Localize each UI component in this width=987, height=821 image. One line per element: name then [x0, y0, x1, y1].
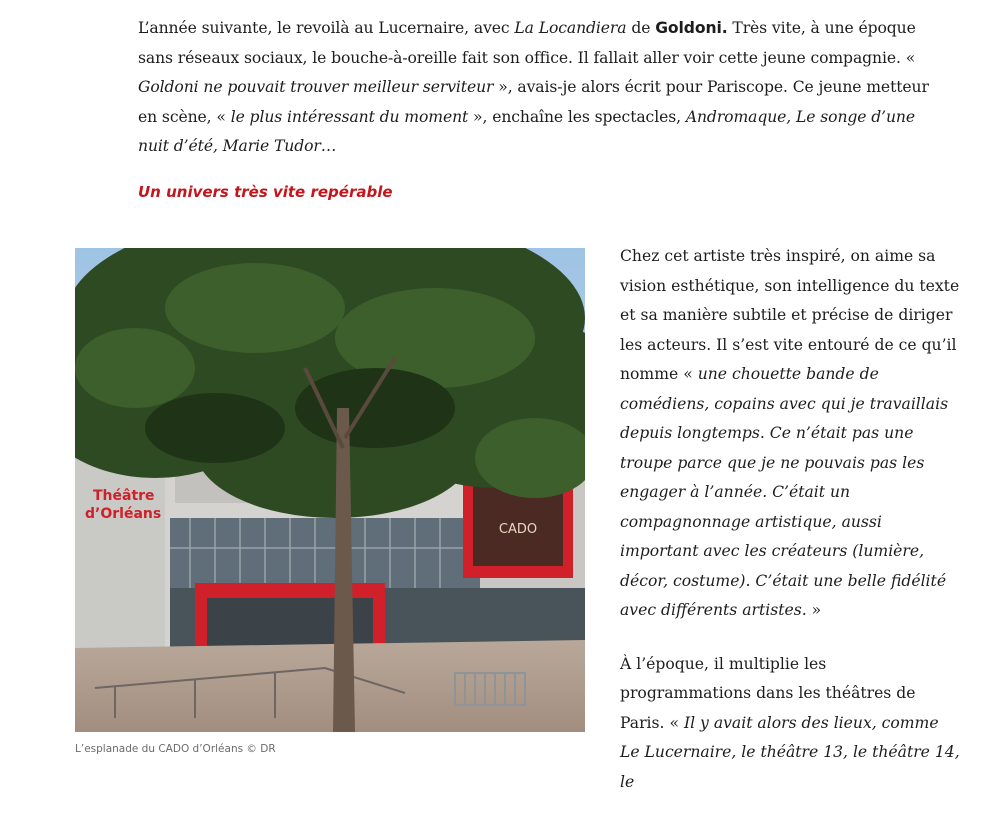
play-titles-list: Andromaque, Le songe d’une nuit d’été, Marie Tudor…	[138, 107, 916, 155]
sign-theatre-line2: d’Orléans	[85, 506, 162, 522]
photo-caption: L’esplanade du CADO d’Orléans © DR	[75, 743, 276, 755]
intro-paragraph	[138, 14, 948, 162]
epoque-quote: Il y avait alors des lieux, comme Le Lucernaire, le théâtre 13, le théâtre 14, le	[620, 713, 960, 791]
intro-text-3: Très vite, à une époque sans réseaux sociaux, le bouche-à-oreille fait son office. Il fallait aller voir cette jeune compagnie. «	[138, 19, 916, 67]
intro-text-4: », avais-je alors écrit pour Pariscope. Ce jeune metteur en scène, «	[138, 78, 929, 126]
play-title-locandiera: La Locandiera	[514, 19, 627, 37]
theatre-photo	[75, 248, 585, 732]
author-goldoni: Goldoni.	[655, 19, 728, 37]
section-subheading: Un univers très vite repérable	[138, 183, 393, 201]
intro-text-1: L’année suivante, le revoilà au Lucernaire, avec	[138, 19, 515, 37]
paragraph-artist	[620, 242, 960, 626]
screen-cado-text: CADO	[498, 522, 538, 537]
sign-theatre-line1: Théâtre	[93, 488, 155, 504]
epoque-text: À l’époque, il multiplie les programmations dans les théâtres de Paris. «	[620, 654, 916, 732]
paragraph-epoque	[620, 650, 960, 798]
intro-text-2: de	[626, 19, 656, 37]
intro-text-5: », enchaîne les spectacles,	[468, 107, 686, 126]
artist-quote-close: »	[806, 601, 822, 619]
quote-interesting: le plus intéressant du moment	[230, 107, 469, 126]
artist-quote: une chouette bande de comédiens, copains avec qui je travaillais depuis longtemps. Ce n’était pas une troupe parce que je ne pouvais pas les engager à l’année. C’était un compagnonnage artistique, aussi important avec les créateurs (lumière, décor, costume). C’était une belle fidélité avec différents artistes.	[620, 365, 949, 619]
quote-goldoni: Goldoni ne pouvait trouver meilleur serviteur	[138, 78, 494, 96]
artist-text: Chez cet artiste très inspiré, on aime sa vision esthétique, son intelligence du texte et sa manière subtile et précise de diriger les acteurs. Il s’est vite entouré de ce qu’il nomme «	[620, 247, 960, 383]
right-column	[620, 242, 960, 821]
theatre-photo-illustration	[75, 248, 585, 732]
